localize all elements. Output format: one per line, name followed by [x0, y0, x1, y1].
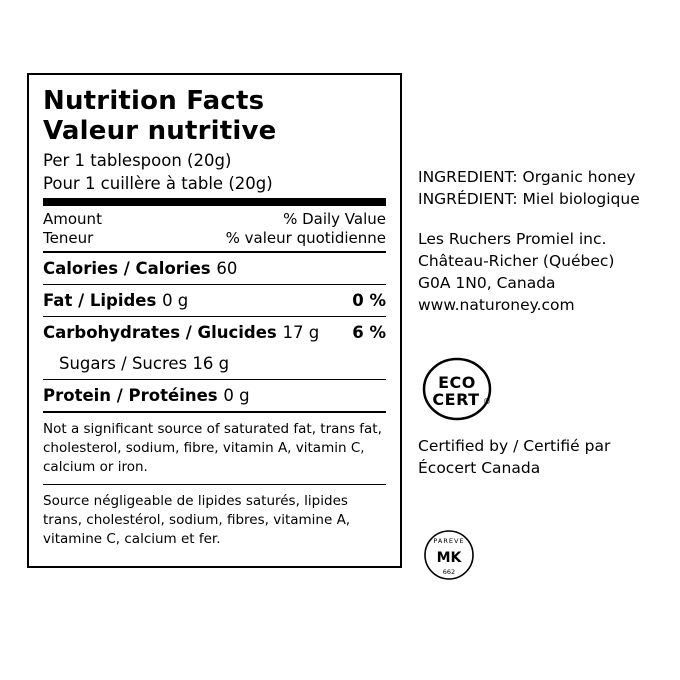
table-row-calories: [43, 253, 386, 284]
row-value-sugars: 16 g: [192, 354, 230, 373]
amount-label-en: Amount: [43, 210, 102, 228]
ingredient-line-en: INGREDIENT: Organic honey: [418, 168, 636, 186]
right-information-column: [418, 166, 668, 316]
address-postal: G0A 1N0, Canada: [418, 274, 556, 292]
row-label-protein: Protein / Protéines: [43, 386, 218, 405]
svg-text:PAREVE: PAREVE: [433, 537, 465, 545]
daily-value-label-en: % Daily Value: [283, 210, 386, 228]
svg-text:®: ®: [483, 397, 491, 406]
address-company: Les Ruchers Promiel inc.: [418, 230, 607, 248]
svg-text:CERT: CERT: [432, 390, 480, 409]
certified-by-block: [418, 435, 668, 479]
svg-text:662: 662: [442, 568, 456, 576]
certified-by-line2: Écocert Canada: [418, 459, 541, 477]
nutrition-title-fr: Valeur nutritive: [43, 116, 277, 146]
amount-label-fr: Teneur: [43, 229, 94, 247]
row-label-carbohydrates: Carbohydrates / Glucides: [43, 323, 277, 342]
daily-value-label-fr: % valeur quotidienne: [225, 229, 386, 247]
serving-size-fr: Pour 1 cuillère à table (20g): [43, 174, 273, 193]
address-website[interactable]: www.naturoney.com: [418, 296, 575, 314]
ingredients-block: [418, 166, 668, 210]
row-value-protein: 0 g: [223, 386, 250, 405]
address-city: Château-Richer (Québec): [418, 252, 615, 270]
row-pct-fat: 0 %: [352, 291, 386, 310]
serving-size-en: Per 1 tablespoon (20g): [43, 151, 232, 170]
ecocert-logo-icon: [420, 352, 494, 426]
row-value-fat: 0 g: [162, 291, 189, 310]
nutrition-title-en: Nutrition Facts: [43, 86, 265, 116]
manufacturer-address-block: [418, 228, 668, 316]
row-label-sugars: Sugars / Sucres: [59, 354, 188, 373]
row-pct-carbohydrates: 6 %: [352, 323, 386, 342]
table-row-sugars: [43, 348, 386, 379]
certified-by-line1: Certified by / Certifié par: [418, 437, 611, 455]
table-row-protein: [43, 380, 386, 411]
nutrition-facts-panel: [27, 73, 402, 568]
footnote-en: Not a significant source of saturated fat, trans fat, cholesterol, sodium, fibre, vitamin A, vitamin C, calcium or iron.: [43, 421, 382, 475]
table-row-carbohydrates: [43, 317, 386, 348]
svg-text:MK: MK: [436, 550, 462, 566]
table-row-fat: [43, 285, 386, 316]
footnote-fr: Source négligeable de lipides saturés, lipides trans, cholestérol, sodium, fibres, vitamine A, vitamine C, calcium et fer.: [43, 493, 351, 547]
row-value-carbohydrates: 17 g: [282, 323, 320, 342]
svg-text:ECO: ECO: [438, 373, 476, 392]
daily-value-header: [43, 206, 386, 251]
divider-thick: [43, 198, 386, 206]
kosher-mk-logo-icon: [423, 529, 475, 581]
ingredient-line-fr: INGRÉDIENT: Miel biologique: [418, 190, 640, 208]
row-label-fat: Fat / Lipides: [43, 291, 157, 310]
row-value-calories: 60: [216, 259, 238, 278]
row-label-calories: Calories / Calories: [43, 259, 211, 278]
